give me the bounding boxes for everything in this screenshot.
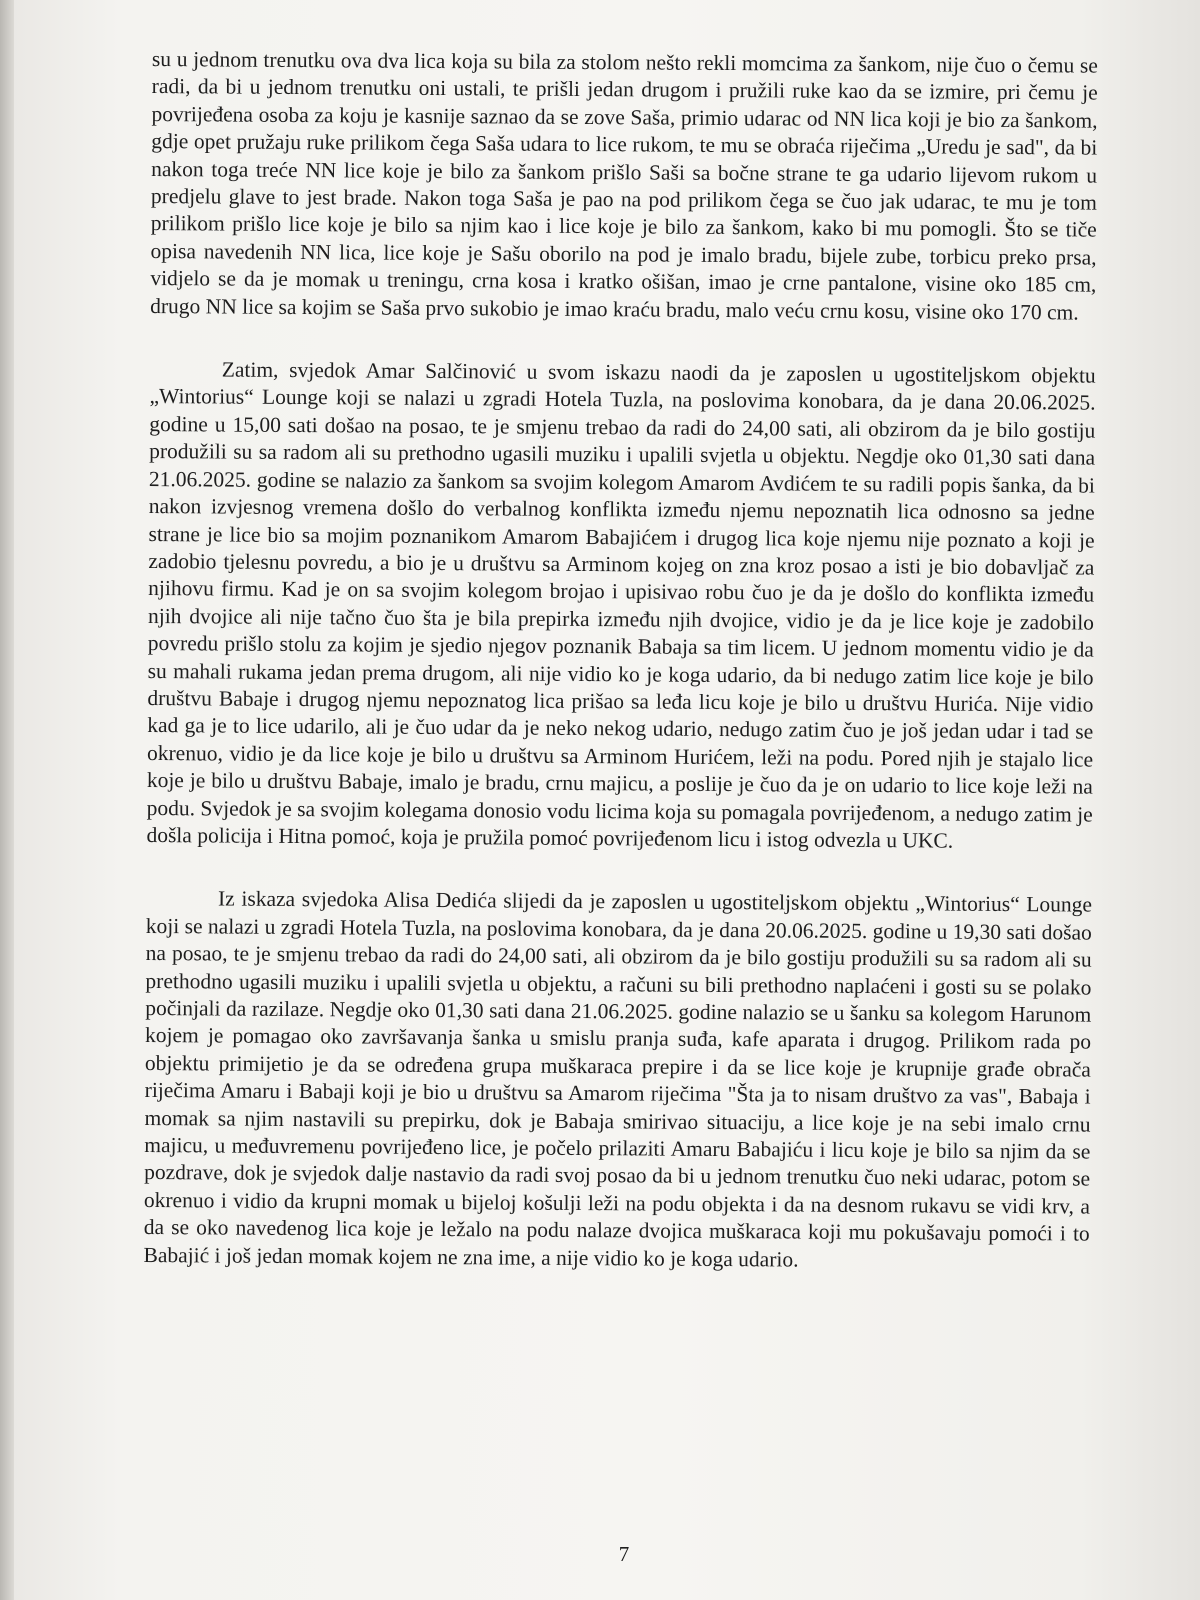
page-number: 7	[618, 1542, 630, 1566]
page-binding-edge	[0, 0, 14, 1600]
paragraph-witness-alisa-dedic: Iz iskaza svjedoka Alisa Dedića slijedi da je zaposlen u ugostiteljskom objektu „Wintorius“ Lounge koji se nalazi u zgradi Hotela Tuzla, na poslovima konobara, da je dana 20.06.2025. godine u 19,30 sati došao na posao, te je smjenu trebao da radi do 24,00 sati, ali obzirom da je bilo gostiju produžili su sa radom ali su prethodno ugasili muziku i upalili svjetla u objektu, a računi su bili prethodno naplaćeni i gosti su se polako počinjali da razilaze. Negdje oko 01,30 sati dana 21.06.2025. godine nalazio se u šanku sa kolegom Harunom kojem je pomagao oko završavanja šanka u smislu pranja suđa, kafe aparata i drugog. Prilikom rada po objektu primijetio je da se određena grupa muškaraca prepire i da se lice koje je krupnije građe obrača riječima Amaru i Babaji koji je bio u društvu sa Amarom riječima "Šta ja to nisam društvo za vas", Babaja i momak sa njim nastavili su prepirku, dok je Babaja smirivao situaciju, a lice koje je na sebi imalo crnu majicu, u međuvremenu povrijeđeno lice, je počelo prilaziti Amaru Babajiću i licu koje je bilo sa njim da se pozdrave, dok je svjedok dalje nastavio da radi svoj posao da bi u jednom trenutku čuo neki udarac, potom se okrenuo i vidio da krupni momak u bijeloj košulji leži na podu objekta i da na desnom rukavu se vidi krv, a da se oko navedenog lica koje je ležalo na podu nalaze dvojica muškaraca koji mu pokušavaju pomoći i to Babajić i još jedan momak kojem ne zna ime, a nije vidio ko je koga udario.	[143, 886, 1093, 1272]
paragraph-continuation: su u jednom trenutku ova dva lica koja su bila za stolom nešto rekli momcima za šankom, nije čuo o čemu se radi, da bi u jednom trenutku oni ustali, te prišli jedan drugom i pružili ruke kao da se izmire, pri čemu je povrijeđena osoba za koju je kasnije saznao da se zove Saša, primio udarac od NN lica koji je bio za šankom, gdje opet pružaju ruke prilikom čega Saša udara to lice rukom, te mu se obraća riječima „Uredu je sad", da bi nakon toga treće NN lice koje je bilo za šankom prišlo Saši sa bočne strane te ga udario lijevom rukom u predjelu glave to jest brade. Nakon toga Saša je pao na pod prilikom čega se čuo jak udarac, te mu je tom prilikom prišlo lice koje je bilo sa njim kao i lice koje je bilo za šankom, kako bi mu pomogli. Što se tiče opisa navedenih NN lica, lice koje je Sašu oborilo na pod je imalo bradu, bijele zube, torbicu preko prsa, vidjelo se da je momak u treningu, crna kosa i kratko ošišan, imao je crne pantalone, visine oko 185 cm, drugo NN lice sa kojim se Saša prvo sukobio je imao kraću bradu, malo veću crnu kosu, visine oko 170 cm.	[150, 46, 1098, 325]
document-body	[143, 46, 1098, 1276]
paragraph-witness-amar-salcinovic: Zatim, svjedok Amar Salčinović u svom iskazu naodi da je zaposlen u ugostiteljskom objektu „Wintorius“ Lounge koji se nalazi u zgradi Hotela Tuzla, na poslovima konobara, da je dana 20.06.2025. godine u 15,00 sati došao na posao, te je smjenu trebao da radi do 24,00 sati, ali obzirom da je bilo gostiju produžili su sa radom ali su prethodno ugasili muziku i upalili svjetla u objektu. Negdje oko 01,30 sati dana 21.06.2025. godine se nalazio za šankom sa svojim kolegom Amarom Avdićem te su radili popis šanka, da bi nakon izvjesnog vremena došlo do verbalnog konflikta između njemu nepoznatih lica odnosno sa jedne strane je lice bio sa mojim poznanikom Amarom Babajićem i drugog lica koje njemu nije poznato a koji je zadobio tjelesnu povredu, a bio je u društvu sa Arminom kojeg on zna kroz posao a isti je bio dobavljač za njihovu firmu. Kad je on sa svojim kolegom brojao i upisivao robu čuo je da je došlo do konflikta između njih dvojice ali nije tačno čuo šta je bila prepirka između njih dvojice, vidio je da je lice koje je zadobilo povredu prišlo stolu za kojim je sjedio njegov poznanik Babaja sa tim licem. U jednom momentu vidio je da su mahali rukama jedan prema drugom, ali nije vidio ko je koga udario, da bi nedugo zatim lice koje je bilo društvu Babaje i drugog njemu nepoznatog lica prišao sa leđa licu koje je bilo u društvu Hurića. Nije vidio kad ga je to lice udarilo, ali je čuo udar da je neko nekog udario, nedugo zatim čuo je još jedan udar i tad se okrenuo, vidio je da lice koje je bilo u društvu sa Arminom Hurićem, leži na podu. Pored njih je stajalo lice koje je bilo u društvu Babaje, imalo je bradu, crnu majicu, a poslije je čuo da je on udario to lice koje leži na podu. Svjedok je sa svojim kolegama donosio vodu licima koja su pomagala povrijeđenom, a nedugo zatim je došla policija i Hitna pomoć, koja je pružila pomoć povrijeđenom licu i istog odvezla u UKC.	[146, 357, 1096, 853]
